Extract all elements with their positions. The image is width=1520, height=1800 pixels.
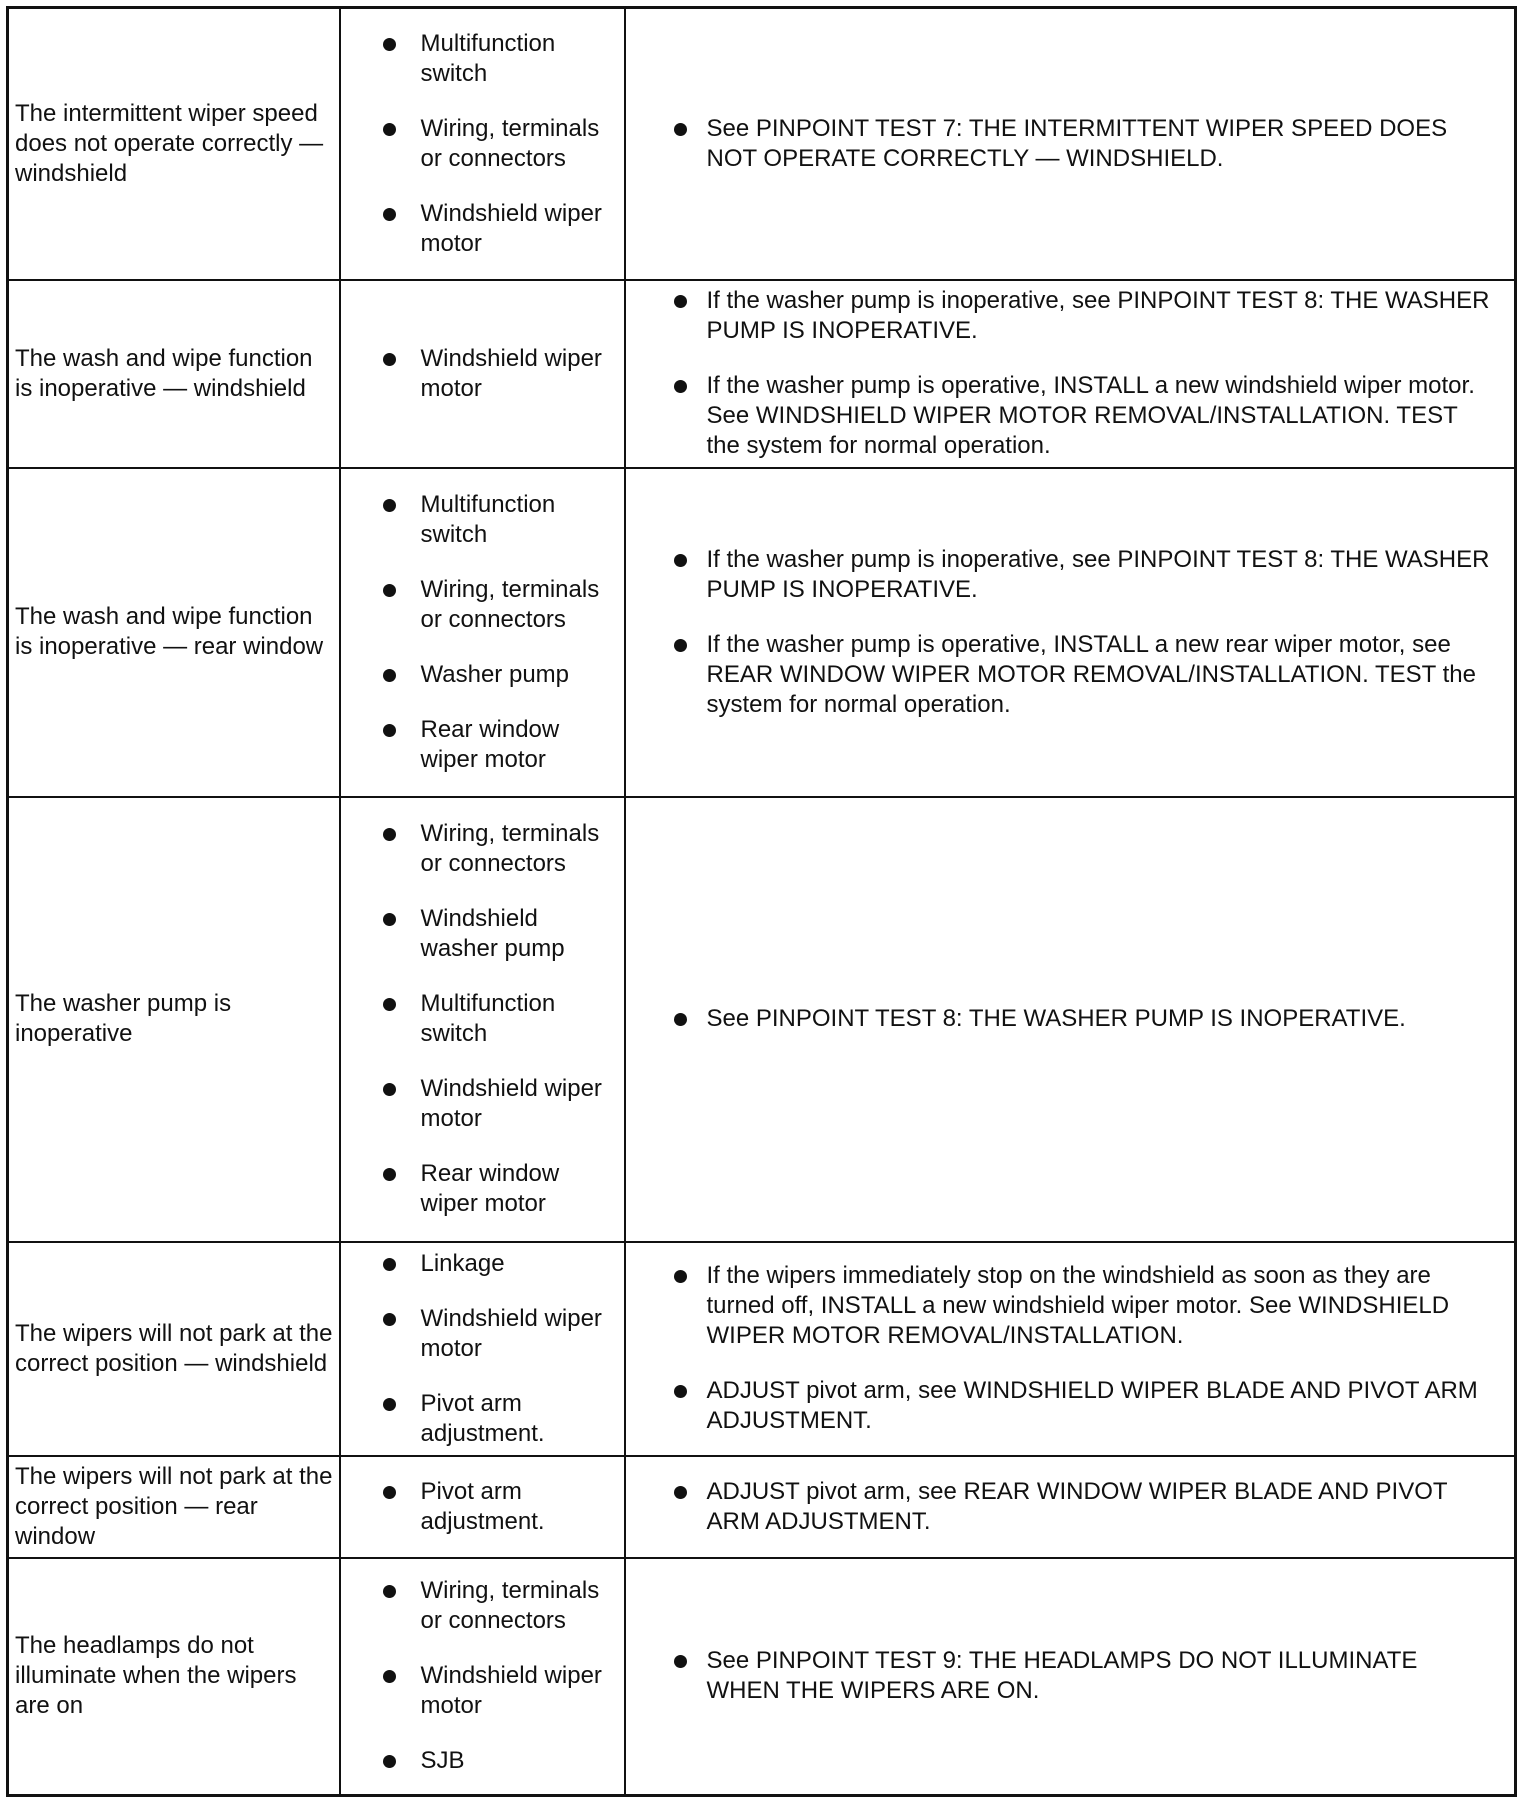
possible-source-cell <box>340 1242 625 1456</box>
condition-cell <box>8 797 340 1242</box>
bullet-icon <box>674 1486 687 1499</box>
condition-cell <box>8 8 340 280</box>
action-cell <box>625 797 1516 1242</box>
bullet-icon <box>383 123 396 136</box>
possible-source-cell <box>340 1558 625 1796</box>
symptom-chart-table <box>6 6 1517 1797</box>
bullet-icon <box>383 1398 396 1411</box>
bullet-icon <box>383 724 396 737</box>
list-item: Wiring, terminals or connectors <box>341 819 624 879</box>
list-item: See PINPOINT TEST 9: THE HEADLAMPS DO NOT ILLUMINATE WHEN THE WIPERS ARE ON. <box>626 1646 1515 1706</box>
table-row <box>8 280 1516 468</box>
action-cell <box>625 280 1516 468</box>
bullet-icon <box>674 123 687 136</box>
condition-text: The wash and wipe function is inoperative — windshield <box>15 344 313 402</box>
list-item: If the washer pump is inoperative, see PINPOINT TEST 8: THE WASHER PUMP IS INOPERATIVE. <box>626 286 1515 346</box>
list-item: Multifunction switch <box>341 29 624 89</box>
condition-text: The wipers will not park at the correct position — rear window <box>15 1462 333 1550</box>
bullet-icon <box>674 1655 687 1668</box>
list-item: ADJUST pivot arm, see REAR WINDOW WIPER BLADE AND PIVOT ARM ADJUSTMENT. <box>626 1477 1515 1537</box>
list-item: If the washer pump is inoperative, see PINPOINT TEST 8: THE WASHER PUMP IS INOPERATIVE. <box>626 545 1515 605</box>
list-item: Wiring, terminals or connectors <box>341 575 624 635</box>
list-item: Wiring, terminals or connectors <box>341 1576 624 1636</box>
bullet-icon <box>383 38 396 51</box>
list-item: Wiring, terminals or connectors <box>341 114 624 174</box>
possible-source-cell <box>340 797 625 1242</box>
bullet-icon <box>674 554 687 567</box>
action-cell <box>625 468 1516 797</box>
list-item: Windshield wiper motor <box>341 1074 624 1134</box>
bullet-icon <box>383 669 396 682</box>
list-item: Multifunction switch <box>341 989 624 1049</box>
bullet-icon <box>674 295 687 308</box>
action-cell <box>625 8 1516 280</box>
condition-text: The wash and wipe function is inoperative — rear window <box>15 603 324 660</box>
bullet-icon <box>674 380 687 393</box>
condition-text: The headlamps do not illuminate when the wipers are on <box>15 1632 297 1720</box>
bullet-icon <box>383 1313 396 1326</box>
list-item: If the washer pump is operative, INSTALL a new rear wiper motor, see REAR WINDOW WIPER MOTOR REMOVAL/INSTALLATION. TEST the system for normal operation. <box>626 630 1515 720</box>
list-item: Windshield wiper motor <box>341 344 624 404</box>
bullet-icon <box>674 1013 687 1026</box>
list-item: See PINPOINT TEST 7: THE INTERMITTENT WIPER SPEED DOES NOT OPERATE CORRECTLY — WINDSHIELD. <box>626 114 1515 174</box>
list-item: Washer pump <box>341 660 624 690</box>
possible-source-cell <box>340 468 625 797</box>
bullet-icon <box>383 998 396 1011</box>
action-cell <box>625 1242 1516 1456</box>
bullet-icon <box>674 1270 687 1283</box>
list-item: Windshield wiper motor <box>341 1661 624 1721</box>
bullet-icon <box>383 828 396 841</box>
bullet-icon <box>383 1755 396 1768</box>
bullet-icon <box>674 1385 687 1398</box>
table-row <box>8 8 1516 280</box>
list-item: Rear window wiper motor <box>341 1159 624 1219</box>
bullet-icon <box>383 584 396 597</box>
condition-cell <box>8 468 340 797</box>
bullet-icon <box>383 1486 396 1499</box>
condition-cell <box>8 1242 340 1456</box>
condition-cell <box>8 1558 340 1796</box>
table-row <box>8 1456 1516 1558</box>
list-item: Multifunction switch <box>341 490 624 550</box>
list-item: See PINPOINT TEST 8: THE WASHER PUMP IS INOPERATIVE. <box>626 1004 1515 1034</box>
condition-cell <box>8 1456 340 1558</box>
condition-text: The wipers will not park at the correct position — windshield <box>15 1319 333 1377</box>
action-cell <box>625 1558 1516 1796</box>
possible-source-cell <box>340 8 625 280</box>
list-item: SJB <box>341 1746 624 1776</box>
condition-cell <box>8 280 340 468</box>
bullet-icon <box>383 1168 396 1181</box>
bullet-icon <box>383 1585 396 1598</box>
list-item: Windshield washer pump <box>341 904 624 964</box>
table-row <box>8 1242 1516 1456</box>
list-item: Windshield wiper motor <box>341 1304 624 1364</box>
bullet-icon <box>383 1670 396 1683</box>
list-item: Pivot arm adjustment. <box>341 1477 624 1537</box>
condition-text: The intermittent wiper speed does not operate correctly — windshield <box>15 99 324 187</box>
action-cell <box>625 1456 1516 1558</box>
possible-source-cell <box>340 1456 625 1558</box>
condition-text: The washer pump is inoperative <box>15 990 232 1047</box>
list-item: Pivot arm adjustment. <box>341 1389 624 1449</box>
bullet-icon <box>383 499 396 512</box>
table-row <box>8 797 1516 1242</box>
bullet-icon <box>383 913 396 926</box>
list-item: ADJUST pivot arm, see WINDSHIELD WIPER BLADE AND PIVOT ARM ADJUSTMENT. <box>626 1376 1515 1436</box>
table-row <box>8 468 1516 797</box>
list-item: Windshield wiper motor <box>341 199 624 259</box>
possible-source-cell <box>340 280 625 468</box>
bullet-icon <box>383 208 396 221</box>
list-item: If the washer pump is operative, INSTALL a new windshield wiper motor. See WINDSHIELD WIPER MOTOR REMOVAL/INSTALLATION. TEST the system for normal operation. <box>626 371 1515 461</box>
bullet-icon <box>383 1083 396 1096</box>
list-item: If the wipers immediately stop on the windshield as soon as they are turned off, INSTALL a new windshield wiper motor. See WINDSHIELD WIPER MOTOR REMOVAL/INSTALLATION. <box>626 1261 1515 1351</box>
bullet-icon <box>383 353 396 366</box>
bullet-icon <box>674 639 687 652</box>
list-item: Linkage <box>341 1249 624 1279</box>
list-item: Rear window wiper motor <box>341 715 624 775</box>
table-row <box>8 1558 1516 1796</box>
bullet-icon <box>383 1258 396 1271</box>
